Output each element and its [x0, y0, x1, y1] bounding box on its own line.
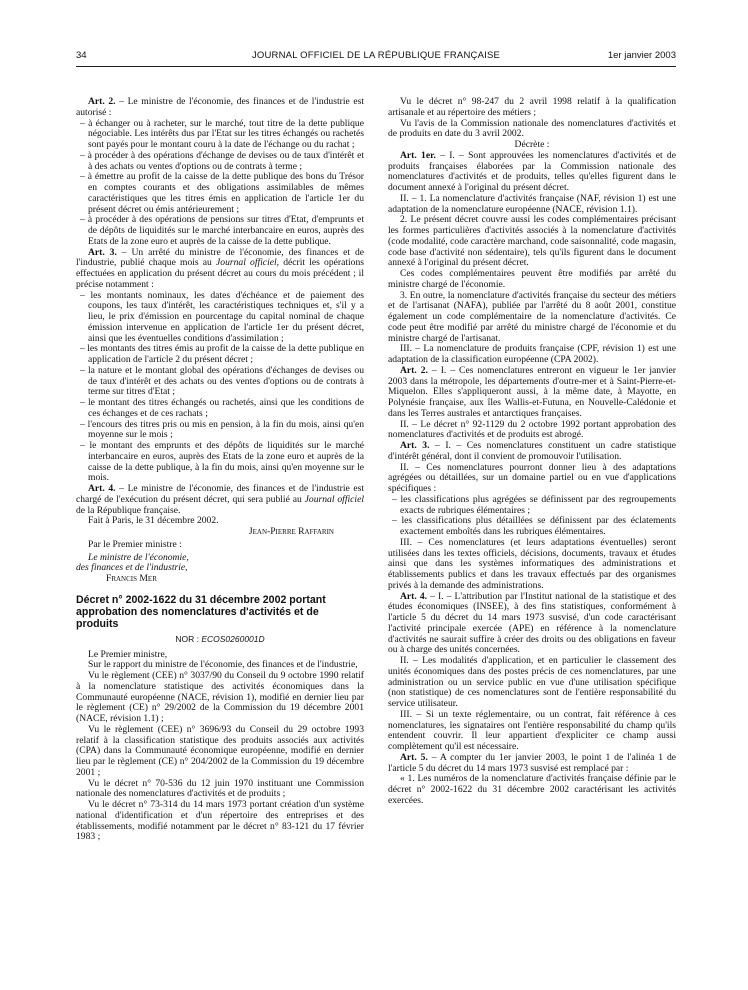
- left-column: [76, 97, 364, 843]
- list-item: – les classifications plus agrégées se définissent par des regroupements exacts de rubriques élémentaires ;: [392, 493, 676, 516]
- article-label: Art. 5.: [400, 751, 428, 763]
- paragraph: II. – Ces nomenclatures pourront donner lieu à des adaptations agrégées ou détaillées, sur un domaine partiel ou en vue d'applications spécifiques :: [388, 461, 676, 494]
- preamble-line: Vu l'avis de la Commission nationale des nomenclatures d'activités et de produits en date du 3 avril 2002.: [388, 117, 676, 140]
- right-column: [388, 97, 676, 807]
- preamble-line: Le Premier ministre,: [88, 648, 168, 660]
- minister-name: Francis Mer: [106, 573, 157, 584]
- article-1: Art. 1er. – I. – Sont approuvées les nomenclatures d'activités et de produits françaises élaborées par la Commission nationale des nomenclatures d'activités et de produits, telles qu'elles figurent dans le document annexé à l'original du présent décret.: [388, 149, 676, 193]
- paragraph: II. – Le décret n° 92-1129 du 2 octobre 1992 portant approbation des nomenclatures d'activités et de produits est abrogé.: [388, 418, 676, 441]
- article-2: Art. 2. – I. – Ces nomenclatures entreront en vigueur le 1er janvier 2003 dans la métropole, les départements d'outre-mer et à Saint-Pierre-et-Miquelon. Elles s'appliqueront aussi, à la même date, à Mayotte, en Polynésie française, aux îles Wallis-et-Futuna, en Nouvelle-Calédonie et dans les Terres australes et antarctiques françaises.: [388, 364, 676, 419]
- article-3: Art. 3. – I. – Ces nomenclatures constituent un cadre statistique d'intérêt général, dont il convient de promouvoir l'utilisation.: [388, 440, 677, 462]
- article-label: Art. 2.: [400, 364, 428, 376]
- paragraph: III. – Si un texte réglementaire, ou un contrat, fait référence à ces nomenclatures, les signataires ont l'entière responsabilité du champ qu'ils entendent couvrir. Il leur appartient d'expliciter ce champ aussi complètement qu'il est nécessaire.: [388, 708, 676, 752]
- article-label: Art. 3.: [400, 440, 430, 451]
- minister-title-line-2: des finances et de l'industrie,: [76, 562, 188, 574]
- paragraph: Ces codes complémentaires peuvent être modifiés par arrêté du ministre chargé de l'économie.: [388, 268, 676, 290]
- article-4: Art. 4. – Le ministre de l'économie, des finances et de l'industrie est chargé de l'exécution du présent décret, qui sera publié au Journal officiel de la République française.: [76, 483, 365, 516]
- signatory-name: Jean-Pierre Raffarin: [248, 526, 334, 537]
- list-item: – le montant des titres échangés ou rachetés, ainsi que les conditions de ces échanges et de ces rachats ;: [80, 397, 364, 419]
- decrete-heading: Décrète :: [514, 139, 550, 150]
- decree-title: Décret n° 2002-1622 du 31 décembre 2002 portant approbation des nomenclatures d'activités et de produits: [76, 593, 326, 630]
- nor-reference: NOR : ECOS0260001D: [175, 633, 265, 644]
- list-item: – à procéder à des opérations d'échange de devises ou de taux d'intérêt et à des achats ou ventes d'options ou de contrats à terme ;: [80, 149, 364, 172]
- preamble-line: Vu le décret n° 70-536 du 12 juin 1970 instituant une Commission nationale des nomenclatures d'activités et de produits ;: [76, 777, 364, 800]
- article-label: Art. 1er.: [400, 149, 436, 161]
- list-item: – à procéder à des opérations de pensions sur titres d'Etat, d'emprunts et de dépôts de liquidités sur le marché interbancaire en euros, auprès des Etats de la zone euro et auprès de la caisse de la dette publique.: [80, 214, 364, 247]
- preamble-line: Sur le rapport du ministre de l'économie, des finances et de l'industrie,: [88, 659, 358, 671]
- preamble-line: Vu le décret n° 73-314 du 14 mars 1973 portant création d'un système national d'identification et d'un répertoire des entreprises et des établissements, modifié notamment par le décret n° 83-121 du 17 février 1983 ;: [76, 799, 364, 843]
- preamble-line: Vu le règlement (CEE) n° 3696/93 du Conseil du 29 octobre 1993 relatif à la classification statistique des produits associés aux activités (CPA) dans la Communauté économique européenne, modifié en dernier lieu par le règlement (CE) n° 204/2002 de la Commission du 19 décembre 2001 ;: [76, 723, 364, 778]
- article-2-intro: Art. 2. – Le ministre de l'économie, des finances et de l'industrie est autorisé :: [76, 96, 365, 118]
- page-header: [76, 50, 676, 64]
- list-item: – l'encours des titres pris ou mis en pension, à la fin du mois, ainsi qu'en moyenne sur le mois ;: [80, 418, 364, 441]
- article-4: Art. 4. – I. – L'attribution par l'Institut national de la statistique et des études économiques (INSEE), à des fins statistiques, conformément à l'article 5 du décret du 14 mars 1973 susvisé, d'un code caractérisant l'activité principale exercée (APE) en référence à la nomenclature d'activités ne saurait suffire à créer des droits ou des obligations en faveur ou à charge des unités concernées.: [388, 590, 677, 656]
- article-5: Art. 5. – A compter du 1er janvier 2003, le point 1 de l'alinéa 1 de l'article 5 du décret du 14 mars 1973 susvisé est remplacé par :: [388, 751, 676, 774]
- journal-title: JOURNAL OFFICIEL DE LA RÉPUBLIQUE FRANÇAISE: [251, 50, 501, 61]
- list-item: – les montants nominaux, les dates d'échéance et de paiement des coupons, les taux d'intérêt, les caractéristiques techniques et, s'il y a lieu, le prix d'émission en pourcentage du capital nominal de chaque émission intervenue en application de l'article 1er du présent décret, ainsi que les éventuelles conditions d'assimilation ;: [80, 289, 364, 344]
- paragraph: 2. Le présent décret couvre aussi les codes complémentaires précisant les formes particulières d'activités associés à la nomenclature d'activités (code modalité, code caractère marchand, code saisonnalité, code magasin, code base d'activité non sédentaire), tels qu'ils figurent dans le document annexé à l'original du présent décret.: [388, 214, 676, 269]
- paragraph: II. – 1. La nomenclature d'activités française (NAF, révision 1) est une adaptation de la nomenclature européenne (NACE, révision 1.1).: [388, 192, 676, 215]
- paragraph: III. – La nomenclature de produits française (CPF, révision 1) est une adaptation de la classification européenne (CPA 2002).: [388, 343, 676, 365]
- paragraph: 3. En outre, la nomenclature d'activités française du secteur des métiers et de l'artisanat (NAFA), publiée par l'arrêté du 8 août 2001, constitue également un code complémentaire de la nomenclature d'activités. Ce code peut être modifié par arrêté du ministre chargé de l'économie et du ministre chargé de l'artisanat.: [388, 289, 676, 344]
- article-label: Art. 4.: [400, 590, 428, 602]
- preamble-line: Vu le règlement (CEE) n° 3037/90 du Conseil du 9 octobre 1990 relatif à la nomenclature statistique des activités économiques dans la Communauté européenne (NACE, révision 1), modifié en dernier lieu par le règlement (CE) n° 29/2002 de la Commission du 19 décembre 2001 (NACE, révision 1.1) ;: [76, 670, 364, 724]
- quoted-paragraph: « 1. Les numéros de la nomenclature d'activités française définie par le décret n° 2002-1622 du 31 décembre 2002 caractérisant les activités exercées.: [388, 773, 676, 806]
- list-item: – à émettre au profit de la caisse de la dette publique des bons du Trésor en comptes courants et des obligations assimilables de mêmes caractéristiques que les titres émis en application de l'article 1er du présent décret ou émis antérieurement ;: [80, 171, 364, 215]
- article-3-intro: Art. 3. – Un arrêté du ministre de l'économie, des finances et de l'industrie, publié chaque mois au Journal officiel, décrit les opérations effectuées en application du présent décret au cours du mois précédent ; il précise notamment :: [76, 246, 365, 290]
- page-number: 34: [76, 50, 87, 61]
- header-rule: [76, 66, 676, 67]
- paragraph: III. – Ces nomenclatures (et leurs adaptations éventuelles) seront utilisées dans les textes officiels, décisions, documents, travaux et études ainsi que dans les systèmes informatiques des administrations et établissements publics et dans les travaux effectués par des organismes privés à la demande des administrations.: [388, 536, 676, 591]
- minister-title-line-1: Le ministre de l'économie,: [88, 551, 189, 563]
- article-label: Art. 4.: [88, 483, 116, 494]
- list-item: – la nature et le montant global des opérations d'échanges de devises ou de taux d'intérêt et des achats ou des ventes d'options ou de contrats à terme sur titres d'Etat ;: [80, 364, 364, 398]
- list-item: – le montant des emprunts et des dépôts de liquidités sur le marché interbancaire en euros, auprès des Etats de la zone euro et auprès de la caisse de la dette publique, à la fin du mois, ainsi qu'en moyenne sur le mois.: [80, 440, 364, 484]
- list-item: – les classifications plus détaillées se définissent par des éclatements exactement emboîtés dans les rubriques élémentaires.: [392, 515, 676, 537]
- preamble-line: Vu le décret n° 98-247 du 2 avril 1998 relatif à la qualification artisanale et au répertoire des métiers ;: [388, 96, 676, 118]
- list-item: – les montants des titres émis au profit de la caisse de la dette publique en application de l'article 2 du présent décret ;: [80, 343, 364, 365]
- article-label: Art. 2.: [88, 96, 116, 107]
- article-label: Art. 3.: [88, 246, 117, 258]
- paragraph: II. – Les modalités d'application, et en particulier le classement des unités économiques dans des postes précis de ces nomenclatures, par une administration ou un service public en vue d'une utilisation spécifique (non statistique) de ces nomenclatures sont de l'entière responsabilité du service utilisateur.: [388, 655, 676, 709]
- signature-place-date: Fait à Paris, le 31 décembre 2002.: [88, 515, 219, 527]
- list-item: – à échanger ou à racheter, sur le marché, tout titre de la dette publique négociable. Les intérêts dus par l'Etat sur les titres échangés ou rachetés sont payés pour le montant couru à la date de l'échange ou du rachat ;: [80, 117, 364, 150]
- countersign-label: Par le Premier ministre :: [88, 538, 182, 550]
- issue-date: 1er janvier 2003: [607, 50, 676, 61]
